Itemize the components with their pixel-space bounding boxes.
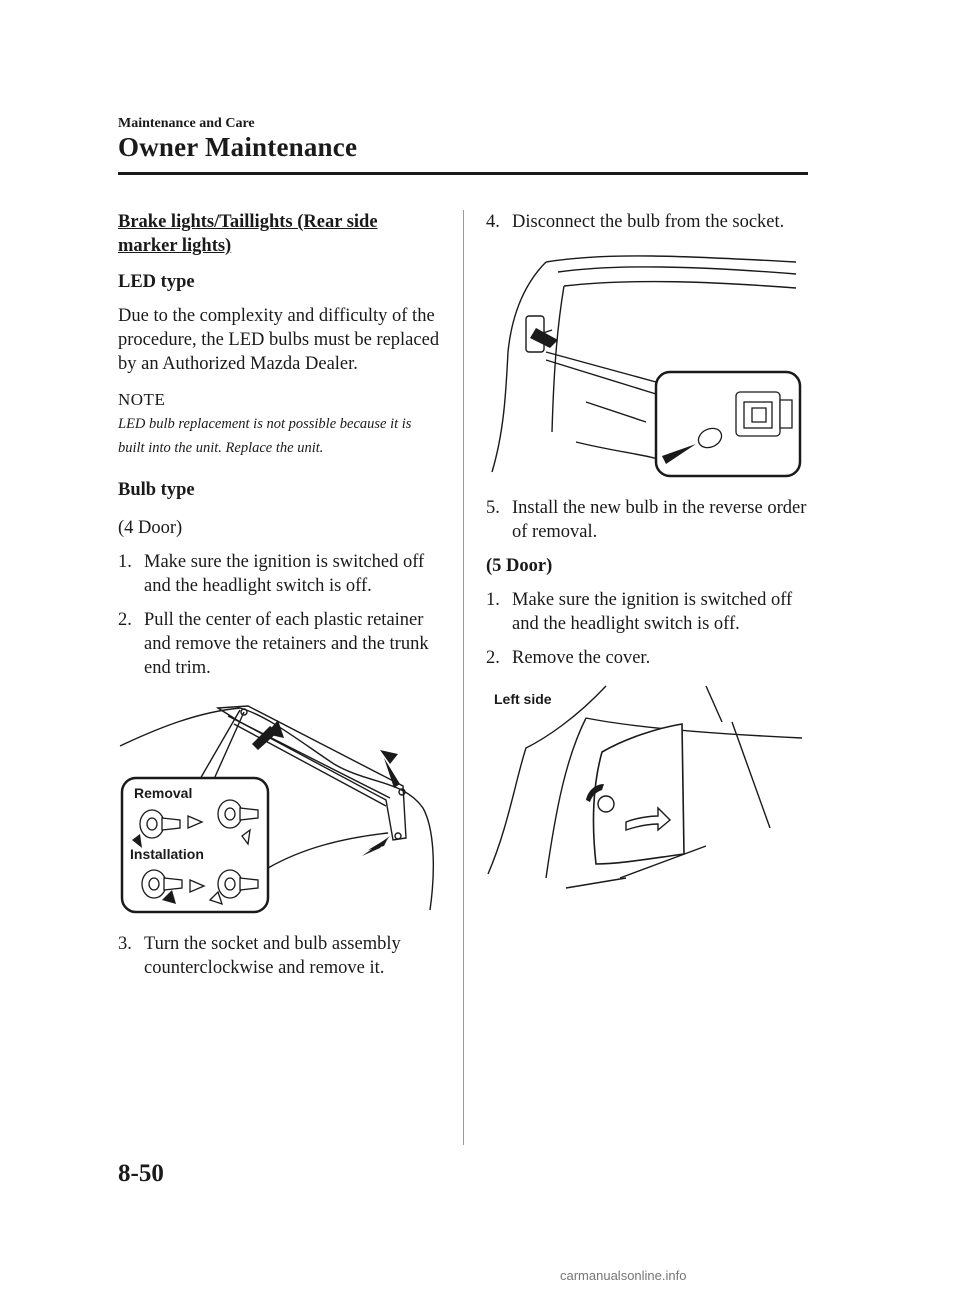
- step-text: Install the new bulb in the reverse order of removal.: [512, 498, 807, 542]
- step-number: 5.: [486, 498, 500, 518]
- page-title: Owner Maintenance: [118, 132, 358, 162]
- note-title: NOTE: [118, 390, 166, 409]
- five-door-heading: (5 Door): [486, 556, 553, 576]
- step-text: Pull the center of each plastic retainer and remove the retainers and the trunk end trim.: [144, 610, 429, 678]
- step-text: Turn the socket and bulb assembly counterclockwise and remove it.: [144, 934, 401, 978]
- step-text: Make sure the ignition is switched off and the headlight switch is off.: [144, 552, 425, 596]
- step-text: Remove the cover.: [512, 648, 651, 668]
- bulb-type-heading: Bulb type: [118, 480, 195, 500]
- bulb-socket-figure: [486, 242, 810, 482]
- step-number: 1.: [118, 552, 132, 572]
- column-divider: [463, 210, 464, 1145]
- right-column: [486, 210, 810, 908]
- section-label: Maintenance and Care: [118, 116, 255, 131]
- led-type-heading: LED type: [118, 272, 195, 292]
- step-item: [486, 496, 810, 544]
- note-text: LED bulb replacement is not possible because it is built into the unit. Replace the unit.: [118, 416, 412, 456]
- header-rule: [118, 172, 808, 175]
- step-item: [118, 550, 440, 598]
- trunk-trim-figure: [118, 688, 440, 918]
- led-paragraph: Due to the complexity and difficulty of the procedure, the LED bulbs must be replaced by an Authorized Mazda Dealer.: [118, 306, 440, 374]
- step-number: 3.: [118, 934, 132, 954]
- brake-lights-heading: Brake lights/Taillights (Rear side marker lights): [118, 212, 378, 256]
- step-number: 2.: [486, 648, 500, 668]
- step-item: [486, 588, 810, 636]
- installation-label: Installation: [130, 846, 204, 862]
- watermark: carmanualsonline.info: [560, 1268, 687, 1283]
- removal-label: Removal: [134, 785, 193, 801]
- step-number: 2.: [118, 610, 132, 630]
- step-item: [486, 210, 810, 234]
- step-item: [486, 646, 810, 670]
- step-text: Disconnect the bulb from the socket.: [512, 212, 785, 232]
- step-number: 1.: [486, 590, 500, 610]
- left-side-cover-figure: [486, 678, 810, 908]
- step-text: Make sure the ignition is switched off and the headlight switch is off.: [512, 590, 793, 634]
- step-item: [118, 932, 440, 980]
- four-door-heading: (4 Door): [118, 518, 183, 538]
- left-column: [118, 210, 440, 980]
- page-number: 8-50: [118, 1160, 164, 1187]
- left-side-label: Left side: [494, 691, 552, 707]
- step-number: 4.: [486, 212, 500, 232]
- step-item: [118, 608, 440, 680]
